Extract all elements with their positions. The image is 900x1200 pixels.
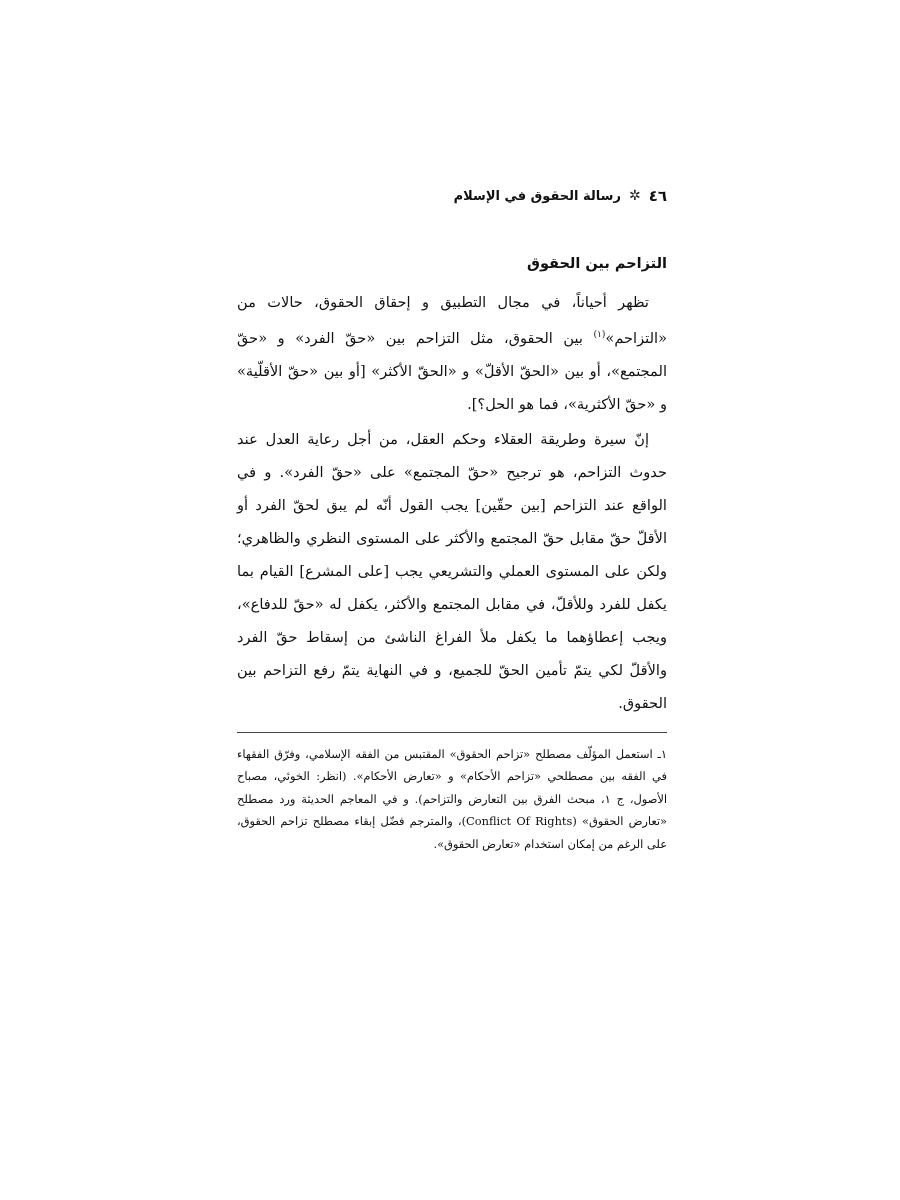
section-heading: التزاحم بين الحقوق <box>526 256 667 272</box>
body-paragraph-2: إنّ سيرة وطريقة العقلاء وحكم العقل، من أجل رعاية العدل عند حدوث التزاحم، هو ترجيح «حقّ المجتمع» على «حقّ الفرد». و في الواقع عند التزاحم [بين حقّين] يجب القول أنّه لم يبق لحقّ الفرد أو الأقلّ حقّ مقابل حقّ المجتمع والأكثر على المستوى النظري والظاهري؛ ولكن على المستوى العملي والتشريعي يجب [على المشرع] القيام بما يكفل للفرد وللأقلّ، في مقابل المجتمع والأكثر، يكفل له «حقّ للدفاع»، ويجب إعطاؤهما ما يكفل ملأ الفراغ الناشئ من إسقاط حقّ الفرد والأقلّ لكي يتمّ تأمين الحقّ للجميع، و في النهاية يتمّ رفع التزاحم بين الحقوق. <box>237 430 667 712</box>
ornament-icon: ✲ <box>628 188 641 204</box>
footnote-reference: (١) <box>593 330 606 340</box>
body-paragraph-1 <box>237 286 667 421</box>
page-number: ٤٦ <box>648 187 667 205</box>
footnote-divider <box>237 732 667 733</box>
paragraph-text: بين الحقوق، مثل التزاحم بين «حقّ الفرد» و «حقّ المجتمع»، أو بين «الحقّ الأقلّ» و «الحقّ الأكثر» [أو بين «حقّ الأقلّية» و «حقّ الأكثرية»، فما هو الحل؟]. <box>237 329 667 413</box>
running-header <box>237 178 667 214</box>
paragraph-text: تظهر أحياناً، في مجال التطبيق و إحقاق الحقوق، حالات من «التزاحم» <box>237 294 667 347</box>
book-title: رسالة الحقوق في الإسلام <box>453 188 621 204</box>
book-page <box>237 178 667 855</box>
footnote-1: ١ـ استعمل المؤلّف مصطلح «تزاحم الحقوق» المقتبس من الفقه الإسلامي، وفرّق الفقهاء في الفقه بين مصطلحي «تزاحم الأحكام» و «تعارض الأحكام». (انظر: الخوئي، مصباح الأصول، ج ١، مبحث الفرق بين التعارض والتزاحم). و في المعاجم الحديثة ورد مصطلح «تعارض الحقوق» (Conflict Of Rights)، والمترجم فضّل إبقاء مصطلح تزاحم الحقوق، على الرغم من إمكان استخدام «تعارض الحقوق». <box>237 746 667 851</box>
